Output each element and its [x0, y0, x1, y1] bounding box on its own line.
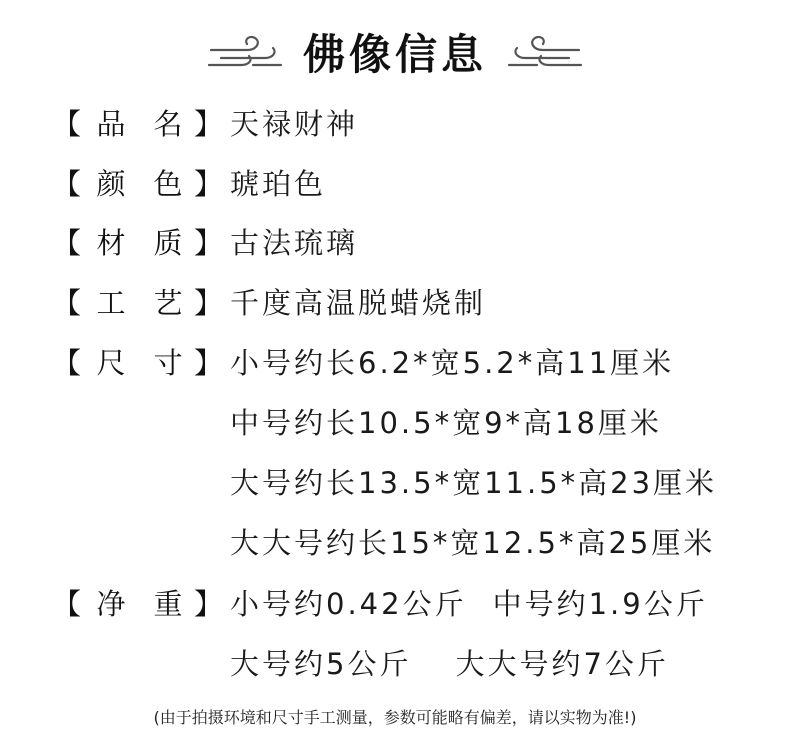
spec-row-material	[52, 219, 358, 263]
bracket-open: 【	[52, 106, 82, 141]
spec-value-craft: 千度高温脱蜡烧制	[230, 285, 487, 320]
spec-value-weight-large: 大号约5公斤	[230, 646, 412, 681]
bracket-open: 【	[52, 586, 82, 621]
spec-row-size	[52, 339, 674, 383]
label-char: 品	[96, 106, 126, 141]
label-char: 重	[153, 586, 183, 621]
spec-value-size-medium: 中号约长10.5*宽9*高18厘米	[230, 405, 662, 440]
spec-label-color	[52, 162, 230, 203]
spec-value-weight-medium: 中号约1.9公斤	[492, 586, 708, 621]
bracket-open: 【	[52, 166, 82, 201]
spec-value-material: 古法琉璃	[230, 225, 359, 260]
cloud-ornament-icon	[207, 32, 285, 72]
label-char: 材	[96, 225, 126, 260]
bracket-open: 【	[52, 285, 82, 320]
spec-value-size-small: 小号约长6.2*宽5.2*高11厘米	[230, 345, 675, 380]
spec-row-craft	[52, 279, 486, 323]
spec-label-name	[52, 102, 230, 143]
label-char: 工	[96, 285, 126, 320]
spec-row-name	[52, 100, 358, 144]
bracket-open: 【	[52, 345, 82, 380]
label-char: 质	[153, 225, 183, 260]
bracket-close: 】	[194, 345, 224, 380]
spec-label-weight	[52, 582, 230, 623]
label-char: 净	[96, 586, 126, 621]
spec-value-weight-small: 小号约0.42公斤	[230, 586, 467, 621]
bracket-close: 】	[194, 225, 224, 260]
spec-value-weight-xlarge: 大大号约7公斤	[455, 646, 669, 681]
spec-label-material	[52, 221, 230, 262]
spec-row-weight-cont	[230, 640, 669, 684]
page-title: 佛像信息	[302, 30, 487, 79]
bracket-open: 【	[52, 225, 82, 260]
spec-value-name: 天禄财神	[230, 106, 359, 141]
label-char: 颜	[96, 166, 126, 201]
label-char: 色	[153, 166, 183, 201]
spec-row-weight	[52, 580, 708, 624]
spec-value-size-large: 大号约长13.5*宽11.5*高23厘米	[230, 465, 718, 500]
label-char: 寸	[153, 345, 183, 380]
spec-label-craft	[52, 281, 230, 322]
spec-value-color: 琥珀色	[230, 166, 327, 201]
disclaimer-note: (由于拍摄环境和尺寸手工测量，参数可能略有偏差，请以实物为准!)	[153, 708, 637, 727]
spec-row-color	[52, 160, 326, 204]
section-header	[0, 22, 790, 82]
label-char: 尺	[96, 345, 126, 380]
label-char: 名	[153, 106, 183, 141]
bracket-close: 】	[194, 106, 224, 141]
bracket-close: 】	[194, 166, 224, 201]
bracket-close: 】	[194, 285, 224, 320]
spec-label-size	[52, 341, 230, 382]
cloud-ornament-icon	[505, 32, 583, 72]
label-char: 艺	[153, 285, 183, 320]
spec-value-size-xlarge: 大大号约长15*宽12.5*高25厘米	[230, 525, 716, 560]
bracket-close: 】	[194, 586, 224, 621]
